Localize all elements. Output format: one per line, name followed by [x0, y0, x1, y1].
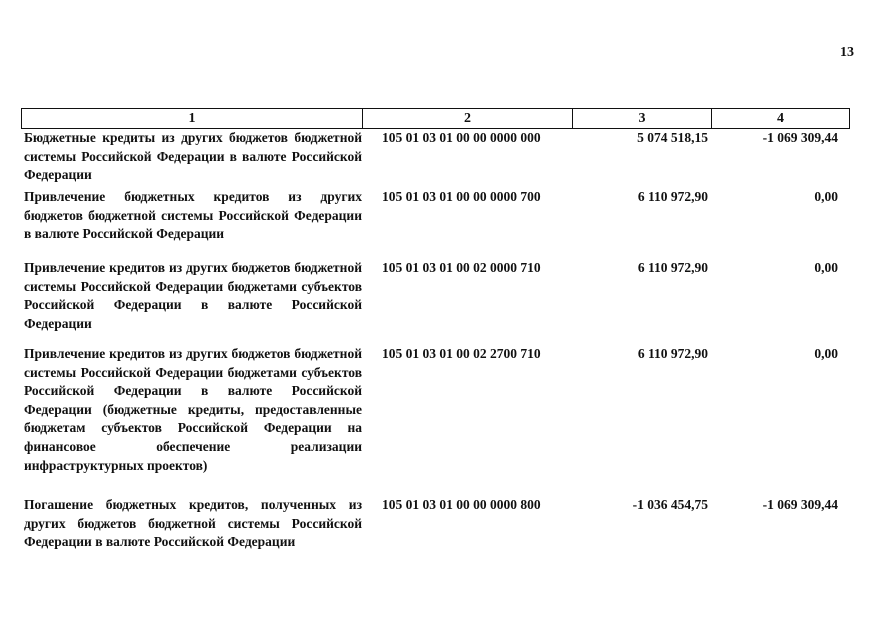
- row-code: 105 01 03 01 00 02 0000 710: [382, 260, 541, 275]
- row-col4-value: 0,00: [814, 346, 838, 361]
- row-description: Привлечение кредитов из других бюджетов бюджетной системы Российской Федерации бюджетами субъектов Российской Федерации в валюте Российской Федерации (бюджетные кредиты, предоставленные бюджетам субъектов Российской Федерации на финансовое обеспечение реализации инфраструктурных проектов): [24, 346, 362, 473]
- row-col4-value: -1 069 309,44: [762, 130, 838, 145]
- row-description: Привлечение кредитов из других бюджетов бюджетной системы Российской Федерации бюджетами субъектов Российской Федерации в валюте Российской Федерации: [24, 260, 362, 331]
- row-description: Погашение бюджетных кредитов, полученных из других бюджетов бюджетной системы Российской Федерации в валюте Российской Федерации: [24, 497, 362, 550]
- row-col4-value: 0,00: [814, 260, 838, 275]
- row-code: 105 01 03 01 00 00 0000 700: [382, 189, 541, 204]
- row-col4-value: 0,00: [814, 189, 838, 204]
- row-col4-value: -1 069 309,44: [762, 497, 838, 512]
- header-col-1: 1: [22, 109, 363, 128]
- row-col3-value: 6 110 972,90: [637, 260, 708, 275]
- page-number: 13: [840, 45, 854, 60]
- row-description: Привлечение бюджетных кредитов из других бюджетов бюджетной системы Российской Федерации в валюте Российской Федерации: [24, 189, 362, 242]
- row-col3-value: 6 110 972,90: [637, 189, 708, 204]
- row-code: 105 01 03 01 00 00 0000 800: [382, 497, 541, 512]
- row-description: Бюджетные кредиты из других бюджетов бюджетной системы Российской Федерации в валюте Российской Федерации: [24, 130, 362, 183]
- row-code: 105 01 03 01 00 00 0000 000: [382, 130, 541, 145]
- header-col-2: 2: [363, 109, 573, 128]
- row-code: 105 01 03 01 00 02 2700 710: [382, 346, 541, 361]
- table-header: [21, 108, 850, 129]
- row-col3-value: 5 074 518,15: [637, 130, 708, 145]
- row-col3-value: -1 036 454,75: [632, 497, 708, 512]
- row-col3-value: 6 110 972,90: [637, 346, 708, 361]
- header-col-4: 4: [777, 111, 784, 126]
- header-col-3: 3: [573, 109, 712, 128]
